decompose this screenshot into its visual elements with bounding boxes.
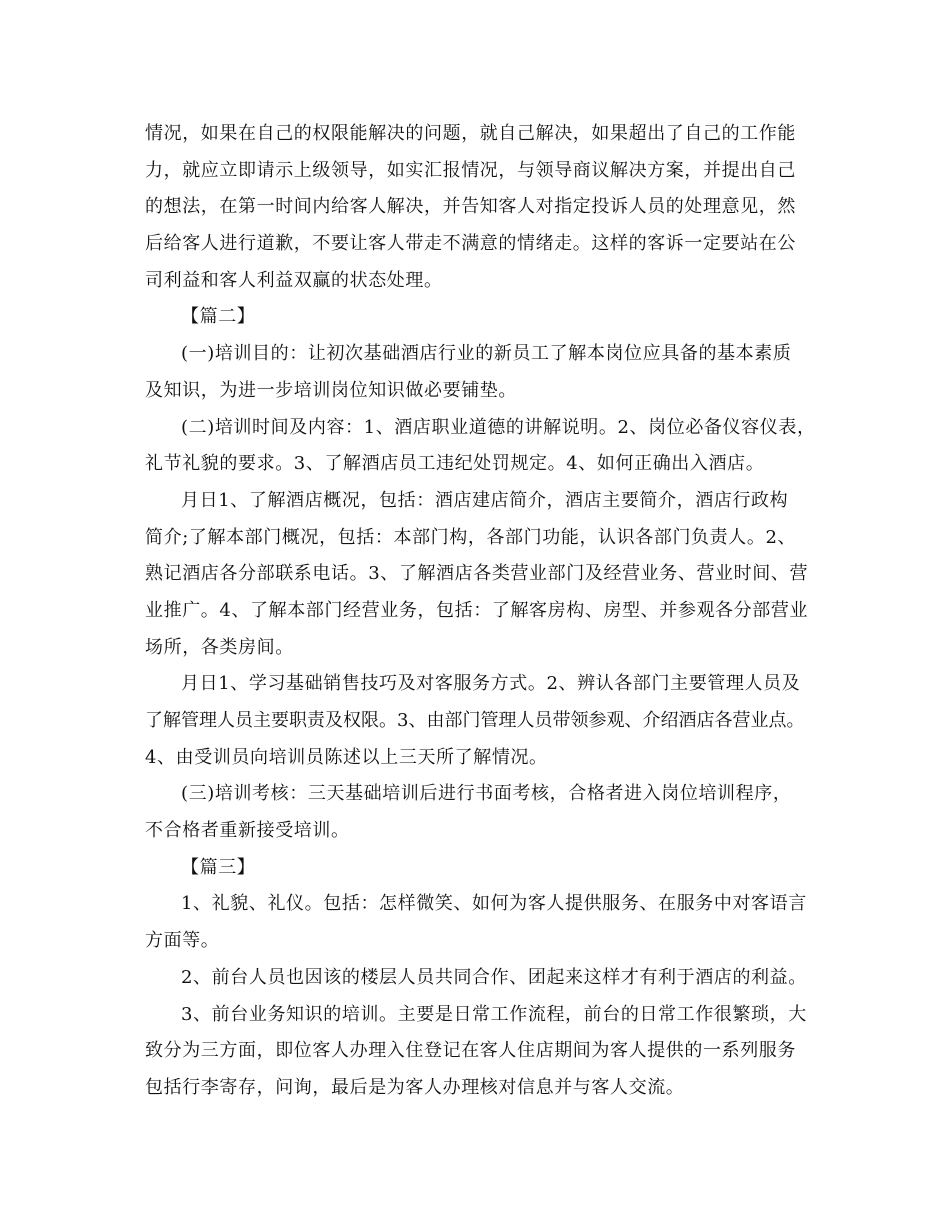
paragraph-line: (一)培训目的：让初次基础酒店行业的新员工了解本岗位应具备的基本素质 bbox=[181, 343, 792, 365]
paragraph-line: 情况，如果在自己的权限能解决的问题，就自己解决，如果超出了自己的工作能 bbox=[145, 123, 796, 144]
paragraph-line: 力，就应立即请示上级领导，如实汇报情况，与领导商议解决方案，并提出自己 bbox=[145, 159, 796, 181]
paragraph-line: 不合格者重新接受培训。 bbox=[145, 820, 350, 842]
paragraph-line: 方面等。 bbox=[145, 930, 220, 952]
section-heading: 【篇三】 bbox=[181, 856, 256, 878]
paragraph-line: 礼节礼貌的要求。3、了解酒店员工违纪处罚规定。4、如何正确出入酒店。 bbox=[145, 453, 765, 475]
paragraph-line: 及知识，为进一步培训岗位知识做必要铺垫。 bbox=[145, 379, 517, 401]
paragraph-line: 致分为三方面，即位客人办理入住登记在客人住店期间为客人提供的一系列服务 bbox=[145, 1040, 796, 1062]
paragraph-line: 1、礼貌、礼仪。包括：怎样微笑、如何为客人提供服务、在服务中对客语言 bbox=[181, 893, 807, 915]
paragraph-line: 3、前台业务知识的培训。主要是日常工作流程，前台的日常工作很繁琐，大 bbox=[181, 1003, 807, 1025]
document-body bbox=[145, 116, 835, 1107]
paragraph-line: 4、由受训员向培训员陈述以上三天所了解情况。 bbox=[145, 746, 548, 768]
paragraph-line: 月日1、了解酒店概况，包括：酒店建店简介，酒店主要简介，酒店行政构 bbox=[181, 489, 789, 511]
paragraph-line: (二)培训时间及内容：1、酒店职业道德的讲解说明。2、岗位必备仪容仪表， bbox=[181, 416, 816, 438]
paragraph-line: 简介;了解本部门概况，包括：本部门构，各部门功能，认识各部门负责人。2、 bbox=[145, 526, 797, 548]
paragraph-line: 司利益和客人利益双赢的状态处理。 bbox=[145, 269, 443, 291]
paragraph-line: (三)培训考核：三天基础培训后进行书面考核，合格者进入岗位培训程序， bbox=[181, 783, 792, 805]
paragraph-line: 后给客人进行道歉，不要让客人带走不满意的情绪走。这样的客诉一定要站在公 bbox=[145, 233, 796, 255]
paragraph-line: 场所，各类房间。 bbox=[145, 636, 294, 658]
paragraph-line: 业推广。4、了解本部门经营业务，包括：了解客房构、房型、并参观各分部营业 bbox=[145, 599, 809, 621]
paragraph-line: 包括行李寄存，问询，最后是为客人办理核对信息并与客人交流。 bbox=[145, 1076, 685, 1098]
paragraph-line: 月日1、学习基础销售技巧及对客服务方式。2、辨认各部门主要管理人员及 bbox=[181, 673, 801, 695]
paragraph-line: 的想法，在第一时间内给客人解决，并告知客人对指定投诉人员的处理意见，然 bbox=[145, 196, 796, 218]
section-heading: 【篇二】 bbox=[181, 306, 256, 328]
paragraph-line: 2、前台人员也因该的楼层人员共同合作、团起来这样才有利于酒店的利益。 bbox=[181, 966, 807, 988]
paragraph-line: 了解管理人员主要职责及权限。3、由部门管理人员带领参观、介绍酒店各营业点。 bbox=[145, 710, 805, 731]
paragraph-line: 熟记酒店各分部联系电话。3、了解酒店各类营业部门及经营业务、营业时间、营 bbox=[145, 563, 809, 585]
